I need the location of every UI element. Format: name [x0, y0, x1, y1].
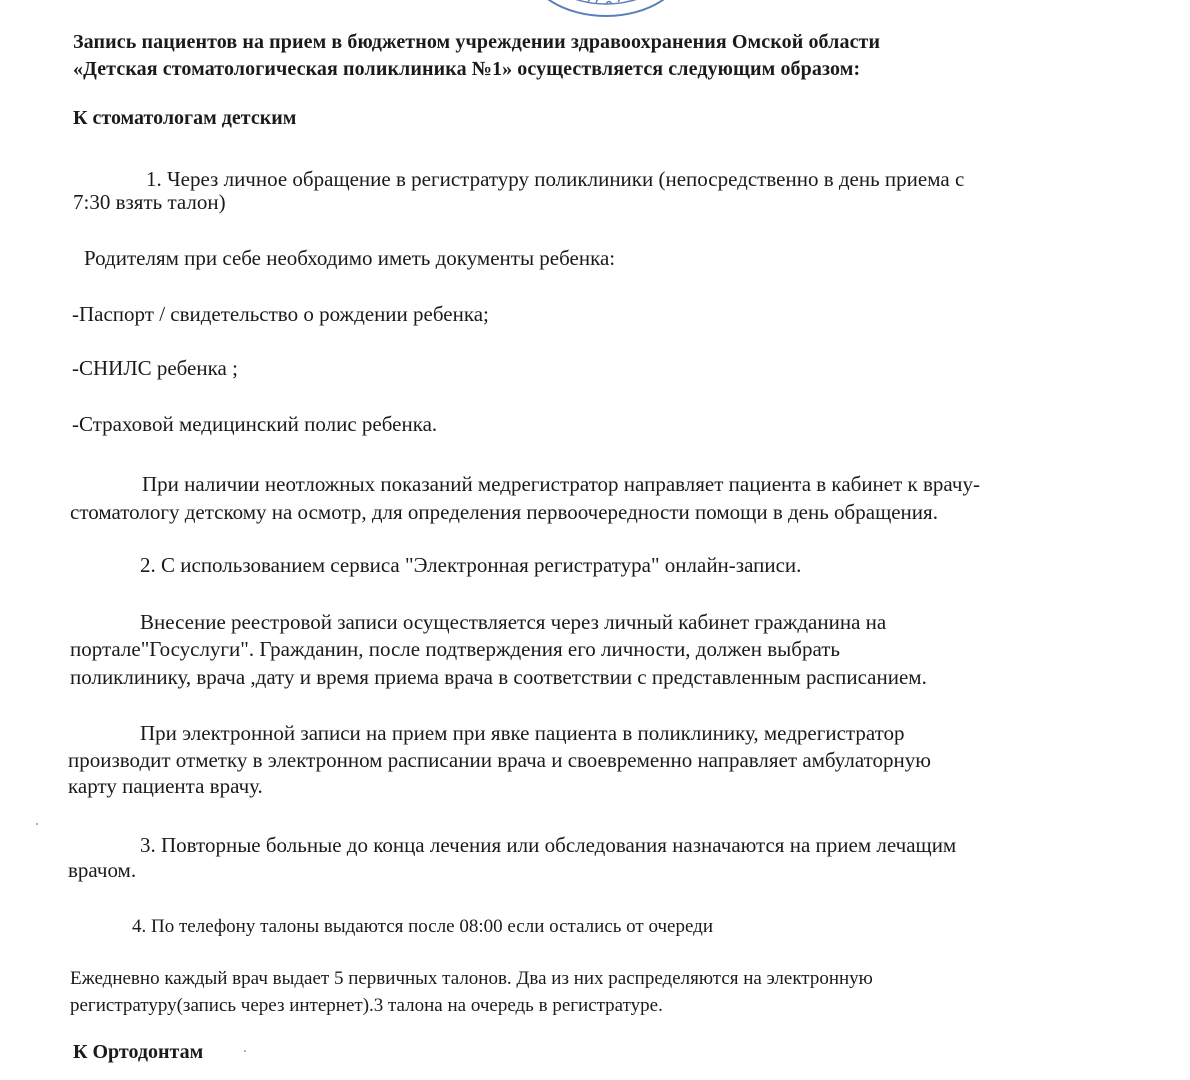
urgent-line-2: стоматологу детскому на осмотр, для определения первоочередности помощи в день обращения. — [70, 500, 938, 524]
document-title-line-2: «Детская стоматологическая поликлиника №1» осуществляется следующим образом: — [73, 58, 861, 80]
scan-speck — [244, 1050, 246, 1052]
section-heading-orthodontists: К Ортодонтам — [73, 1041, 204, 1063]
electronic-line-3: карту пациента врачу. — [68, 774, 263, 798]
stamp-icon — [522, 0, 690, 20]
daily-line-2: регистратуру(запись через интернет).3 талона на очередь в регистратуре. — [70, 995, 663, 1016]
electronic-line-2: производит отметку в электронном расписании врача и своевременно направляет амбулаторную — [68, 748, 931, 772]
item-3-line-2: врачом. — [68, 858, 137, 882]
registry-line-1: Внесение реестровой записи осуществляется через личный кабинет гражданина на — [140, 610, 887, 634]
section-heading-pediatric-dentists: К стоматологам детским — [73, 107, 297, 129]
item-1-line-2: 7:30 взять талон) — [73, 190, 226, 214]
daily-line-1: Ежедневно каждый врач выдает 5 первичных талонов. Два из них распределяются на электронную — [70, 968, 873, 989]
registry-line-3: поликлинику, врача ,дату и время приема врача в соответствии с представленным расписанием. — [70, 665, 927, 689]
document-item-passport: -Паспорт / свидетельство о рождении ребенка; — [72, 302, 489, 326]
item-3-line-1: 3. Повторные больные до конца лечения или обследования назначаются на прием лечащим — [140, 833, 957, 857]
item-4: 4. По телефону талоны выдаются после 08:00 если остались от очереди — [132, 916, 713, 937]
item-2: 2. С использованием сервиса "Электронная регистратура" онлайн-записи. — [140, 553, 802, 577]
scan-speck — [36, 823, 38, 825]
registry-line-2: портале"Госуслуги". Гражданин, после подтверждения его личности, должен выбрать — [70, 637, 840, 661]
item-1-line-1: 1. Через личное обращение в регистратуру поликлиники (непосредственно в день приема с — [146, 167, 965, 191]
parents-intro: Родителям при себе необходимо иметь документы ребенка: — [84, 246, 616, 270]
document-item-snils: -СНИЛС ребенка ; — [72, 356, 238, 380]
urgent-line-1: При наличии неотложных показаний медрегистратор направляет пациента в кабинет к врачу- — [142, 472, 980, 496]
document-title-line-1: Запись пациентов на прием в бюджетном учреждении здравоохранения Омской области — [73, 31, 881, 53]
document-item-insurance: -Страховой медицинский полис ребенка. — [72, 412, 438, 436]
electronic-line-1: При электронной записи на прием при явке пациента в поликлинику, медрегистратор — [140, 721, 905, 745]
